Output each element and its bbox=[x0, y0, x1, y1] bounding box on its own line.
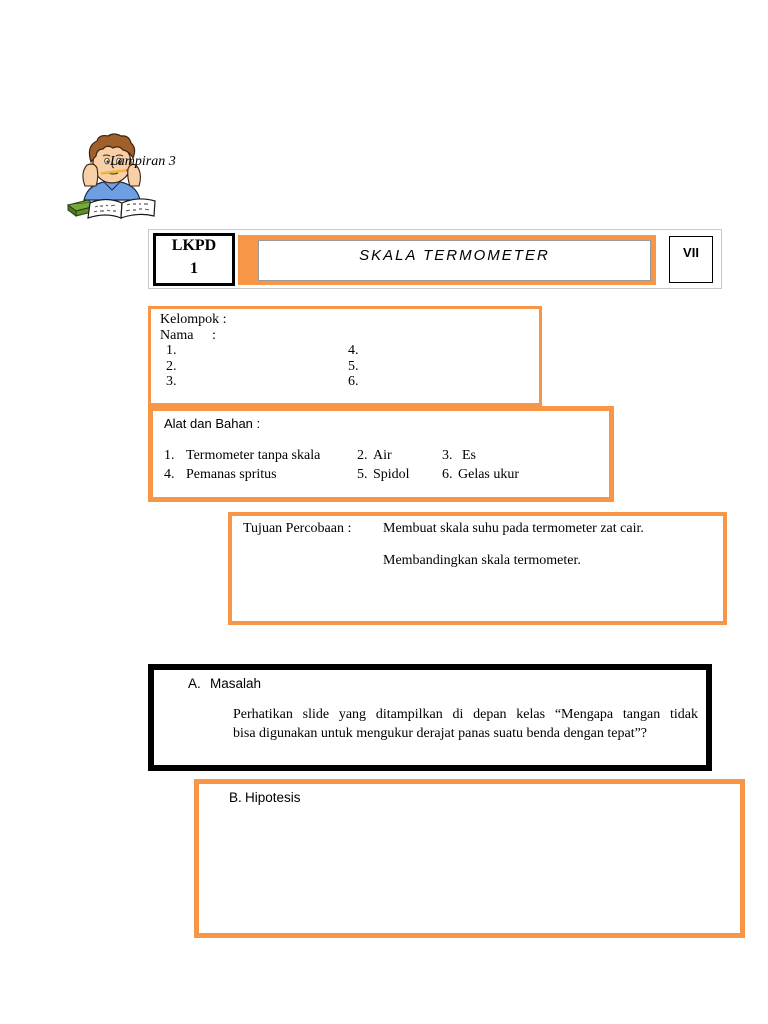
member-number: 3. bbox=[166, 374, 177, 389]
nama-label: Nama bbox=[160, 328, 194, 343]
grade-box bbox=[669, 236, 713, 283]
member-number: 2. bbox=[166, 359, 177, 374]
grade-label: VII bbox=[683, 245, 699, 260]
objective-label: Tujuan Percobaan : bbox=[243, 521, 352, 536]
member-number: 6. bbox=[348, 374, 359, 389]
member-number: 5. bbox=[348, 359, 359, 374]
left-hand-shape bbox=[83, 164, 98, 186]
problem-box bbox=[148, 664, 712, 771]
problem-text-line: Perhatikan slide yang ditampilkan di depan kelas “Mengapa tangan tidak bbox=[233, 707, 698, 722]
problem-text-line: bisa digunakan untuk mengukur derajat panas suatu benda dengan tepat”? bbox=[233, 726, 648, 741]
material-number: 3. bbox=[442, 448, 453, 463]
materials-box bbox=[148, 406, 614, 502]
title-box bbox=[258, 240, 651, 281]
worksheet-title: SKALA TERMOMETER bbox=[359, 247, 550, 264]
material-item: Pemanas spritus bbox=[186, 467, 277, 482]
material-item: Gelas ukur bbox=[458, 467, 520, 482]
title-frame bbox=[238, 235, 656, 285]
lkpd-number: 1 bbox=[190, 260, 198, 277]
worksheet-header bbox=[148, 229, 722, 289]
attachment-label: Lampiran 3 bbox=[110, 154, 176, 169]
hypothesis-box bbox=[194, 779, 745, 938]
material-number: 5. bbox=[357, 467, 368, 482]
objective-line: Membuat skala suhu pada termometer zat cair. bbox=[383, 521, 644, 536]
material-number: 2. bbox=[357, 448, 368, 463]
member-number: 1. bbox=[166, 343, 177, 358]
kelompok-label: Kelompok : bbox=[160, 312, 227, 327]
material-number: 4. bbox=[164, 467, 175, 482]
material-item: Air bbox=[373, 448, 392, 463]
student-reading-book-icon bbox=[66, 132, 158, 222]
material-number: 6. bbox=[442, 467, 453, 482]
hypothesis-title: Hipotesis bbox=[245, 790, 301, 805]
objective-box bbox=[228, 512, 727, 625]
material-number: 1. bbox=[164, 448, 175, 463]
problem-marker: A. bbox=[188, 676, 201, 691]
objective-line: Membandingkan skala termometer. bbox=[383, 553, 581, 568]
nama-colon: : bbox=[212, 328, 216, 343]
materials-title: Alat dan Bahan : bbox=[164, 416, 261, 431]
book-left-page bbox=[88, 200, 122, 219]
material-item: Termometer tanpa skala bbox=[186, 448, 321, 463]
problem-title: Masalah bbox=[210, 676, 262, 691]
hypothesis-marker: B. bbox=[229, 790, 242, 805]
lkpd-code-box bbox=[153, 233, 235, 286]
lkpd-code: LKPD bbox=[171, 237, 217, 254]
group-box bbox=[148, 306, 542, 406]
material-item: Spidol bbox=[373, 467, 410, 482]
member-number: 4. bbox=[348, 343, 359, 358]
material-item: Es bbox=[462, 448, 476, 463]
book-right-page bbox=[121, 199, 155, 218]
